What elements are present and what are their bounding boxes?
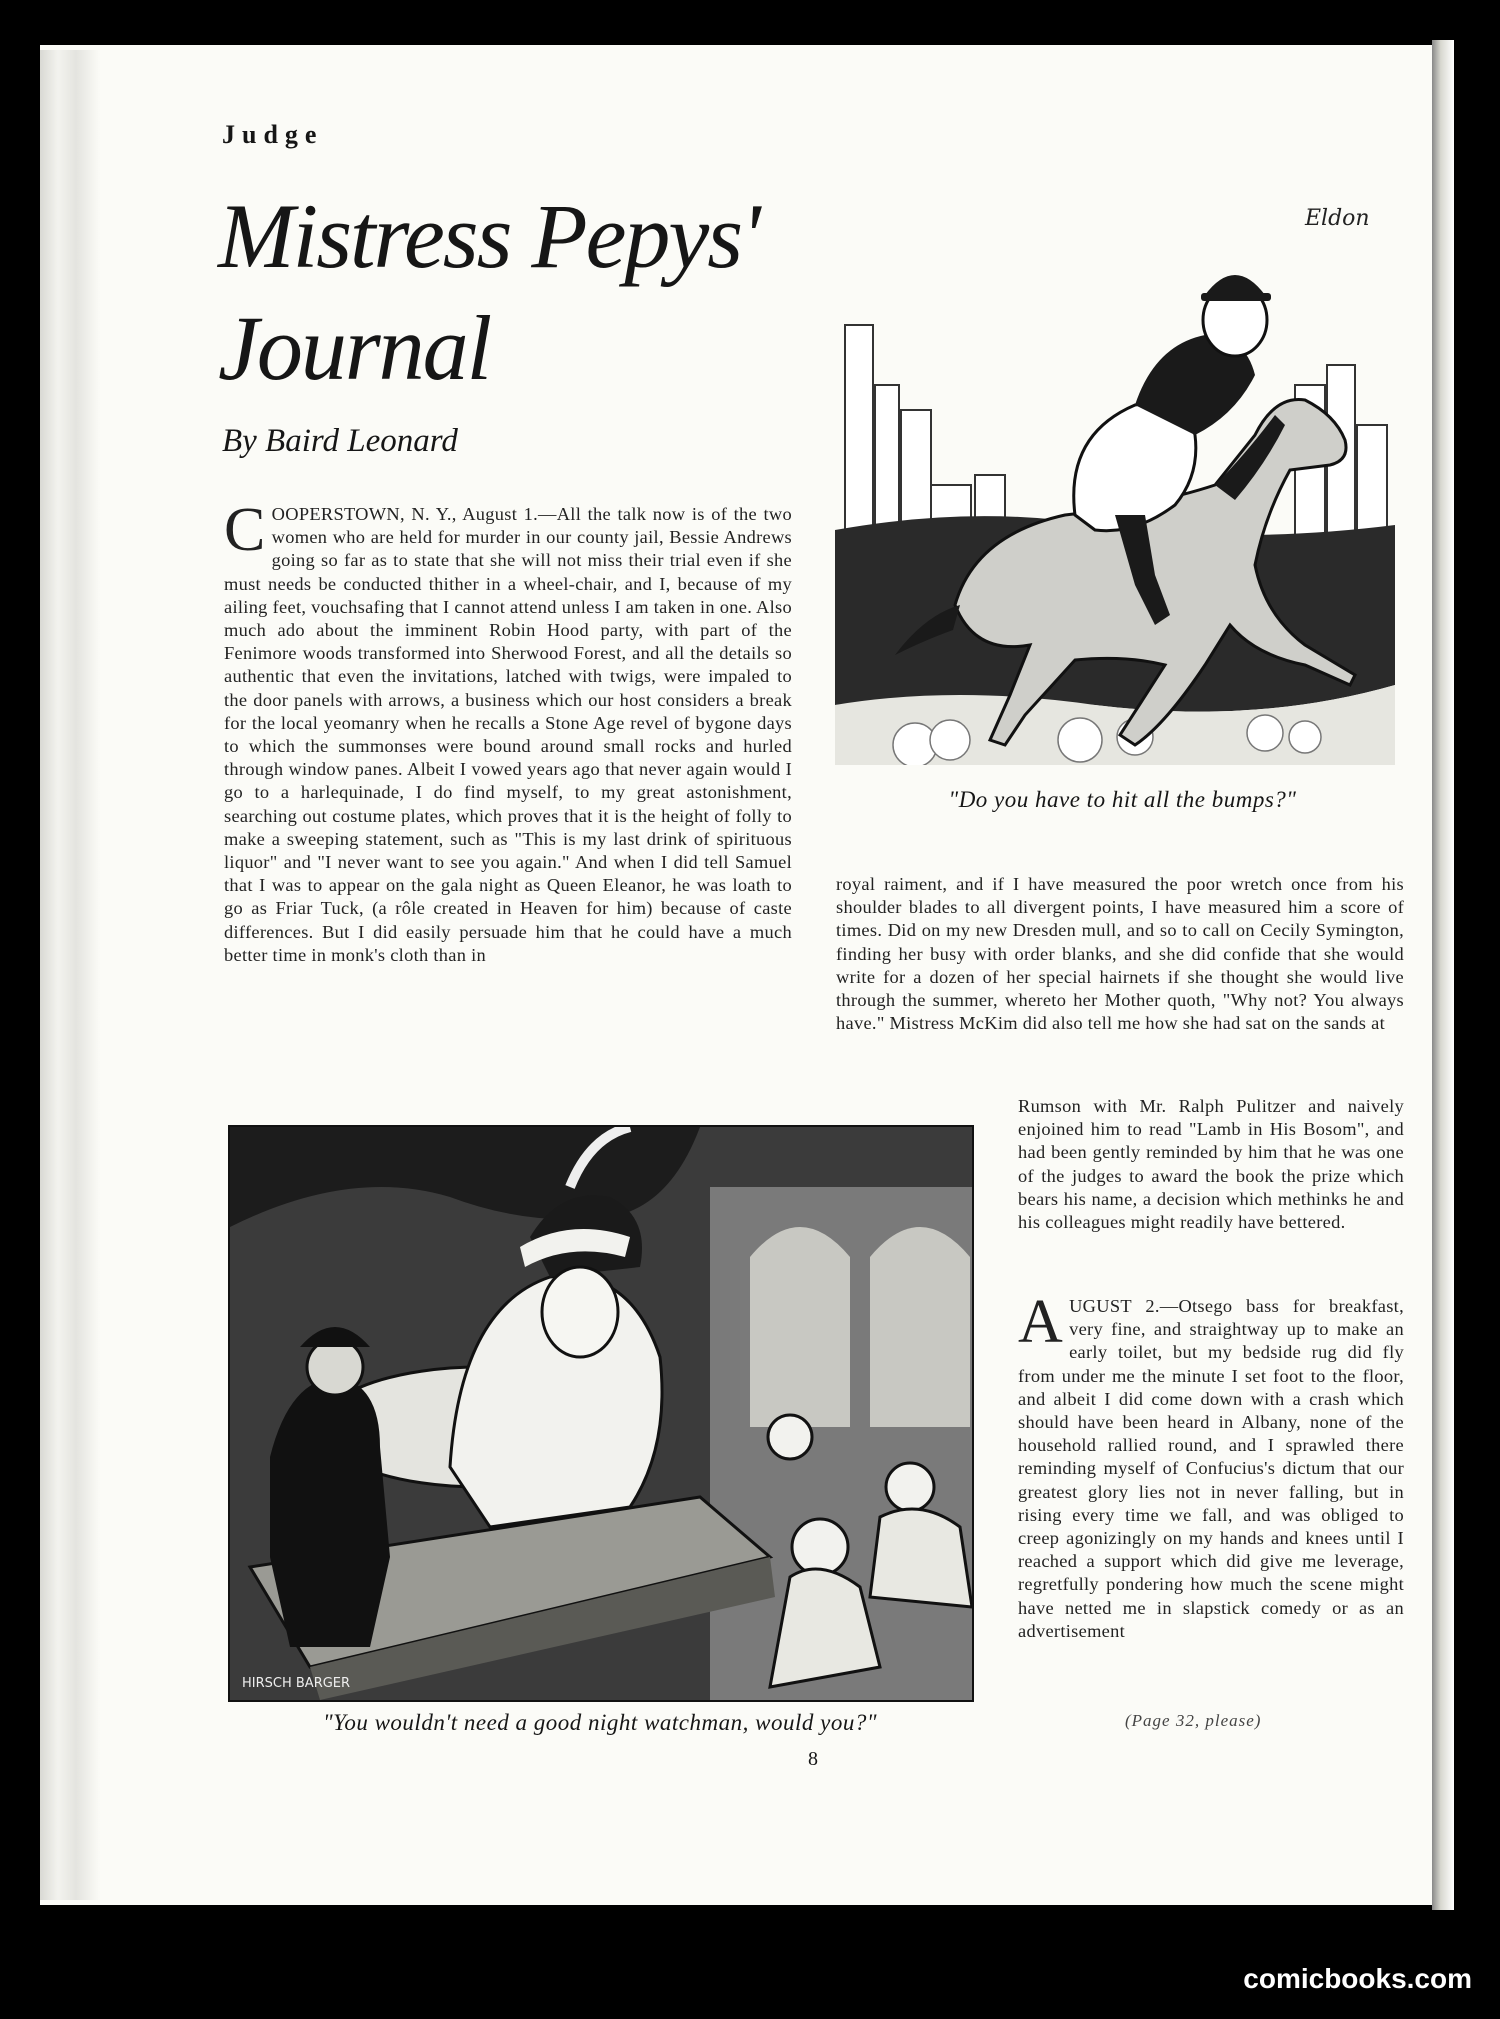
cartoon2-signature: HIRSCH BARGER (242, 1676, 351, 1691)
article-column-1 (224, 496, 792, 967)
byline: By Baird Leonard (222, 423, 458, 459)
scan-border (0, 0, 40, 2019)
drop-cap: C (224, 496, 266, 564)
article-title: Mistress Pepys' Journal (218, 185, 759, 399)
article-column-3 (1018, 1095, 1404, 1234)
paragraph-1-end: Rumson with Mr. Ralph Pulitzer and naively enjoined him to read "Lamb in His Bosom", and had been gently reminded by him that he was one of the judges to award the book the prize which bears his name, a decision which methinks he and his colleagues might readily have bettered. (1018, 1096, 1404, 1233)
section-label: Judge (222, 120, 324, 149)
paragraph-2: UGUST 2.—Otsego bass for breakfast, very fine, and straightway up to make an early toilet, but my bedside rug did fly from under me the minute I set foot to the floor, and albeit I did come down with a crash which should have been heard in Albany, none of the household rallied round, and I sprawled there reminding myself of Confucius's dictum that our greatest glory lies not in never falling, but in rising every time we fall, and was obliged to creep agonizingly on my hands and knees until I reached a support which did give me leverage, regretfully pondering how much the scene might have netted me in slapstick comedy or as an advertisement (1018, 1296, 1404, 1641)
article-column-2 (836, 873, 1404, 1035)
cartoon-horse-rider (835, 185, 1395, 765)
article-column-4 (1018, 1288, 1404, 1643)
paragraph-1-continued: royal raiment, and if I have measured the poor wretch once from his shoulder blades to all divergent points, I have measured him a score of times. Did on my new Dresden mull, and so to call on Cecily Symington, finding her busy with order blanks, and she did confide that she would write for a dozen of her special hairnets if she thought she would live through the summer, whereto her Mother quoth, "Why not? You always have." Mistress McKim did also tell me how she had sat on the sands at (836, 874, 1404, 1034)
page-spine (40, 50, 100, 1900)
page-number: 8 (808, 1748, 818, 1770)
next-page-edge (1432, 40, 1454, 1910)
cartoon-sultan-scene (228, 1125, 974, 1702)
drop-cap: A (1018, 1288, 1064, 1356)
cartoon2-caption: "You wouldn't need a good night watchman, would you?" (323, 1710, 877, 1735)
cartoon1-caption: "Do you have to hit all the bumps?" (948, 787, 1297, 812)
paragraph-1: OOPERSTOWN, N. Y., August 1.—All the talk now is of the two women who are held for murder in our county jail, Bessie Andrews going so far as to state that she will not miss their trial even if she must needs be conducted thither in a wheel-chair, and I, because of my ailing feet, vouchsafing that I cannot attend unless I am taken in one. Also much ado about the imminent Robin Hood party, with part of the Fenimore woods transformed into Sherwood Forest, and all the details so authentic that even the invitations, latched with twigs, were impaled to the door panels with arrows, a business which our host considers a break for the local yeomanry when he recalls a Stone Age revel of bygone days to which the summonses were bound around small rocks and hurled through window panes. Albeit I vowed years ago that never again would I go to a harlequinade, I do find myself, to my great astonishment, searching out costume plates, which proves that it is the height of folly to make a sweeping statement, such as "This is my last drink of spirituous liquor" and "I never want to see you again." And when I did tell Samuel that I was to appear on the gala night as Queen Eleanor, he was loath to go as Friar Tuck, (a rôle created in Heaven for him) because of caste differences. But I did easily persuade him that he could have a much better time in monk's cloth than in (224, 504, 792, 965)
continued-note: (Page 32, please) (1125, 1711, 1262, 1730)
watermark-link[interactable]: comicbooks.com (1243, 1963, 1472, 1994)
cartoon1-signature: Eldon (1305, 206, 1370, 231)
